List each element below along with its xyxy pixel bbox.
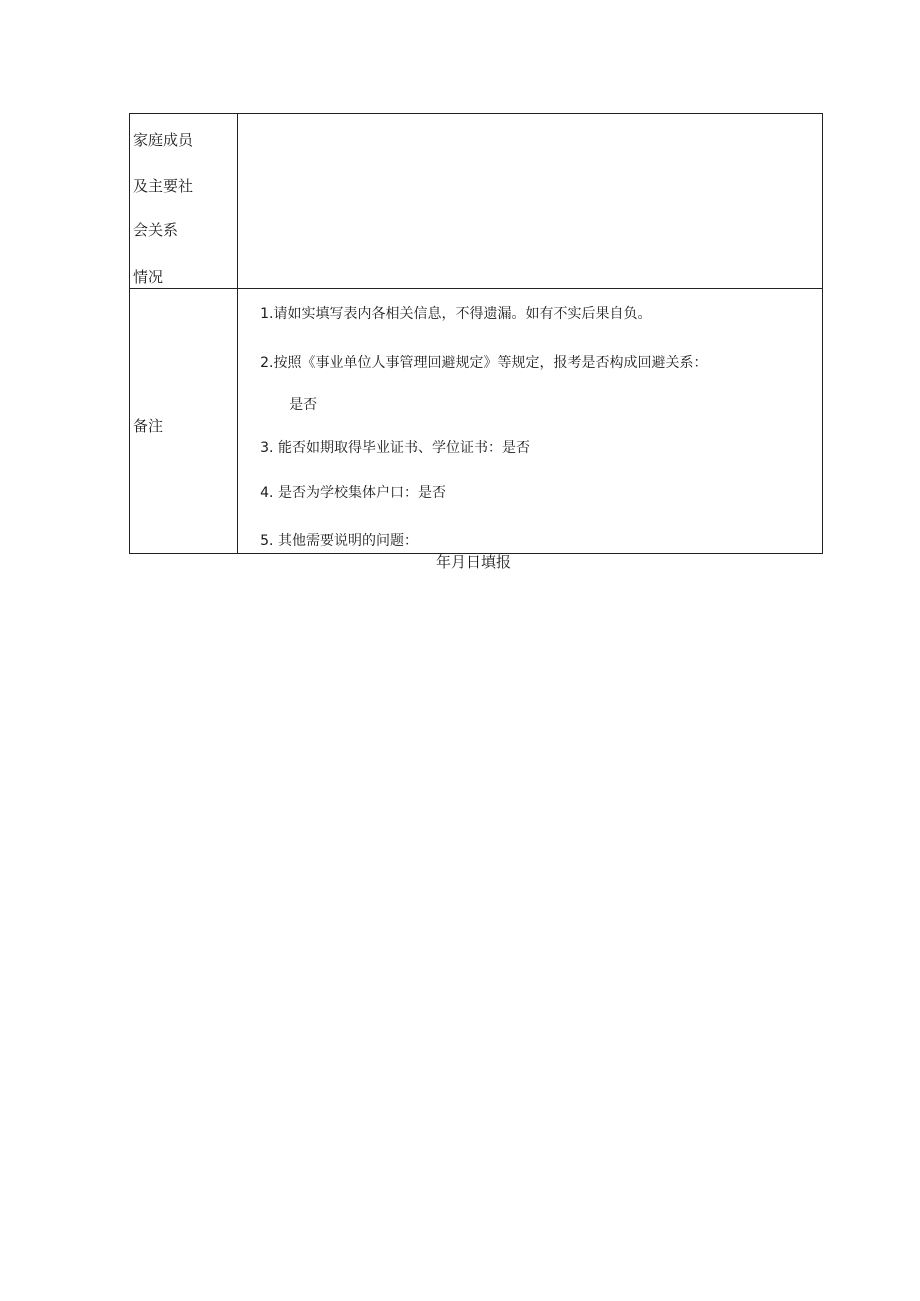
family-label-line-3: 会关系 xyxy=(133,221,179,239)
notes-label-cell xyxy=(130,289,238,554)
family-label-line-1: 家庭成员 xyxy=(133,131,194,149)
note-item-2-answer: 是否 xyxy=(289,397,318,413)
notes-label: 备注 xyxy=(133,417,164,435)
family-relations-row xyxy=(130,114,823,289)
note-item-1: 1.请如实填写表内各相关信息，不得遗漏。如有不实后果自负。 xyxy=(260,306,652,322)
family-relations-content-cell[interactable] xyxy=(238,114,823,289)
application-form-table xyxy=(129,113,823,554)
notes-row xyxy=(130,289,823,554)
family-label-line-2: 及主要社 xyxy=(133,177,194,195)
note-item-4: 4. 是否为学校集体户口：是否 xyxy=(260,485,446,501)
notes-content-cell xyxy=(238,289,823,554)
note-item-3: 3. 能否如期取得毕业证书、学位证书：是否 xyxy=(260,440,530,456)
family-label-line-4: 情况 xyxy=(133,268,164,286)
note-item-2: 2.按照《事业单位人事管理回避规定》等规定，报考是否构成回避关系： xyxy=(260,355,708,371)
note-item-5: 5. 其他需要说明的问题： xyxy=(260,533,418,549)
family-relations-label-cell xyxy=(130,114,238,289)
fill-date-line: 年月日填报 xyxy=(436,553,512,571)
